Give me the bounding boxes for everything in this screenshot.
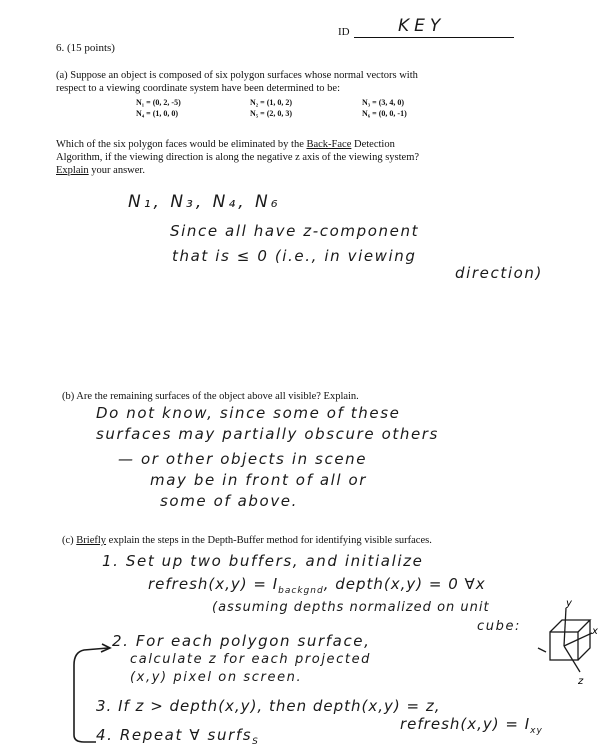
step-1-line-2: refresh(x,y) = $I_{backgnd}$, depth(x,y) = 0 ∀x (148, 575, 486, 596)
step-1-line-1: 1. Set up two buffers, and initialize (102, 552, 424, 570)
explain-term: Explain (56, 165, 89, 176)
answer-b-line-2: surfaces may partially obscure others (96, 425, 439, 443)
step-4-line-1: 4. Repeat ∀ surfs$_S$ (96, 726, 260, 747)
step-2-line-1: 2. For each polygon surface, (112, 632, 371, 650)
normal-n4: N₄ = (1, 0, 0) (136, 109, 179, 118)
part-a-question-2: Algorithm, if the viewing direction is along the negative z axis of the viewing system? (56, 152, 420, 163)
answer-a-normals: N₁, N₃, N₄, N₆ (128, 192, 281, 212)
answer-b-line-4: may be in front of all or (150, 471, 368, 489)
step-3-line-2: refresh(x,y) = $I_{xy}$ (400, 715, 543, 736)
back-face-term: Back-Face (306, 139, 352, 150)
y-axis-line (564, 608, 566, 646)
step-1-line-4: cube: (477, 619, 522, 634)
answer-a-line-4: direction) (455, 264, 543, 282)
normal-n3: N₃ = (3, 4, 0) (362, 98, 405, 107)
part-a-question-3: Explain your answer. (56, 165, 145, 176)
x-axis-label: x (592, 626, 598, 637)
answer-a-line-3: that is ≤ 0 (i.e., in viewing (172, 247, 417, 265)
step-3-line-1: 3. If z > depth(x,y), then depth(x,y) = z, (96, 697, 441, 715)
part-b-question: (b) Are the remaining surfaces of the object above all visible? Explain. (62, 391, 359, 402)
cube-back-edges (550, 620, 590, 660)
cube-corner-tick (538, 648, 546, 652)
answer-b-line-5: some of above. (160, 492, 298, 510)
step-2-line-2: calculate z for each projected (130, 652, 372, 667)
normal-n1: N₁ = (0, 2, -5) (136, 98, 181, 107)
part-c-question: (c) Briefly explain the steps in the Depth-Buffer method for identifying visible surfaces. (62, 535, 432, 546)
answer-b-line-1: Do not know, since some of these (96, 404, 401, 422)
id-value: KEY (398, 16, 446, 36)
question-number: 6. (15 points) (56, 42, 115, 54)
y-axis-label: y (566, 598, 572, 609)
part-a-intro-1: (a) Suppose an object is composed of six polygon surfaces whose normal vectors with (56, 70, 418, 81)
step-2-line-3: (x,y) pixel on screen. (130, 670, 303, 685)
step-1-line-3: (assuming depths normalized on unit (212, 600, 490, 615)
normal-n5: N₅ = (2, 0, 3) (250, 109, 293, 118)
part-a-intro-2: respect to a viewing coordinate system have been determined to be: (56, 83, 340, 94)
z-axis-label: z (578, 676, 584, 687)
id-label: ID (338, 26, 350, 38)
normal-n6: N₆ = (0, 0, -1) (362, 109, 407, 118)
part-a-question-1: Which of the six polygon faces would be eliminated by the Back-Face Detection (56, 139, 395, 150)
answer-a-line-2: Since all have z-component (170, 222, 420, 240)
answer-b-line-3: — or other objects in scene (118, 450, 368, 468)
briefly-term: Briefly (76, 535, 107, 546)
normal-n2: N₂ = (1, 0, 2) (250, 98, 293, 107)
